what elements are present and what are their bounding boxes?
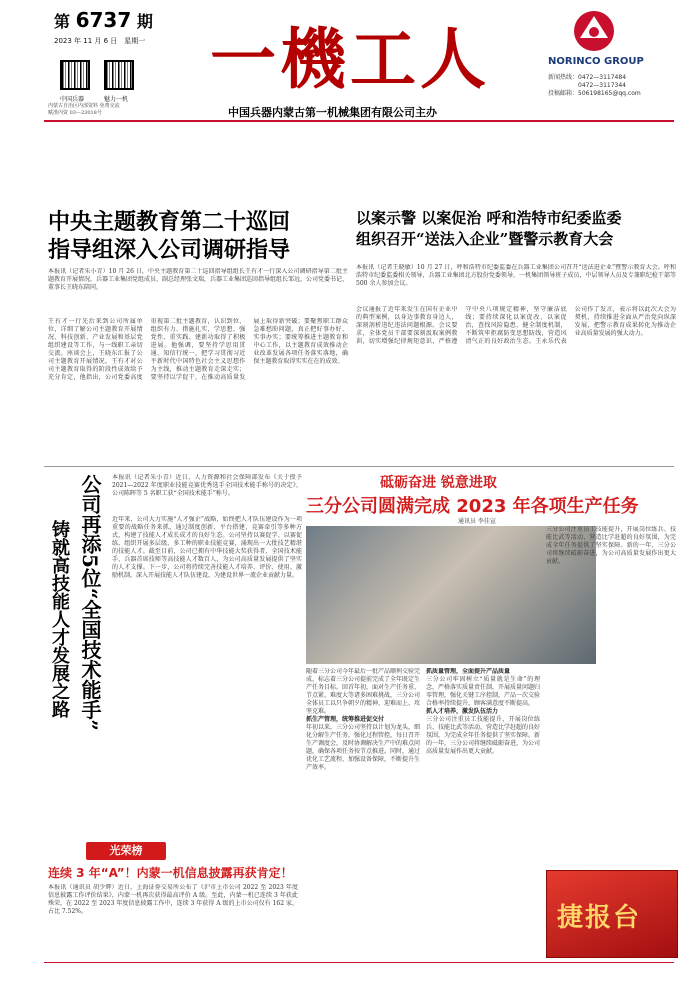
masthead-rule <box>44 120 674 122</box>
qr-code-icon <box>60 60 90 90</box>
hotline-number: 0472—3117344 <box>578 82 626 89</box>
vertical-headline-primary: 公司再添5位“全国技术能手” <box>78 474 102 731</box>
honor-roll-tag <box>86 842 166 860</box>
promo-box <box>546 870 678 958</box>
article-3-body: 近年来，公司大力实施“人才强企”战略，始终把人才队伍建设作为一项重要的战略任务来抓，通过制度创新、平台搭建、竞赛牵引等多种方式，构建了技能人才成长成才的良好生态。公司坚持以赛促学、以赛促练，组织开展多层级、多工种的职业技能竞赛，涌现出一大批技艺精湛的技能人才。截至目前，公司已拥有中华技能大奖获得者、全国技术能手、兵器首席技师等高技能人才数百人，为公司高质量发展提供了坚实的人才支撑。下一步，公司将持续完善技能人才培养、评价、使用、激励机制，深入开展技能人才队伍建设，为建设世界一流企业贡献力量。 <box>112 516 302 579</box>
promo-title: 捷报台 <box>557 903 642 933</box>
hotline-number: 0472—3117484 <box>578 74 627 81</box>
byline: 通讯员 李佳宣 <box>458 518 496 525</box>
headline-article-2 <box>356 208 676 250</box>
newspaper-title: 一機工人 <box>210 20 490 98</box>
article-3-lead: 本报讯（记者朱小青）近日，人力资源和社会保障部发布《关于授予 2021—2022 年度职业技能竞赛优秀选手全国技术能手称号的决定》，公司陈晖等 5 名职工获“全国技术能手”称号。 <box>112 474 302 497</box>
headline-line: 组织召开“送法入企业”暨警示教育大会 <box>356 230 614 248</box>
section-divider <box>44 466 674 467</box>
email-label: 投稿邮箱： <box>548 90 579 97</box>
norinco-wordmark: NORINCO GROUP <box>548 56 644 67</box>
headline-line: 中央主题教育第二十巡回 <box>48 209 291 235</box>
registration-line: 内蒙古自治区内部资料 免费交流 <box>48 103 120 109</box>
email-address: 506198165@qq.com <box>578 90 641 97</box>
article-1-body: 王有才一行先后来到公司所属单位，详细了解公司主题教育开展情况、科技创新、产业发展和基层党组织建设等工作，与一线职工亲切交流。座谈会上，王晓东汇报了公司主题教育开展情况，王有才对公司主题教育取得的阶段性成效给予充分肯定，他指出，公司党委高度重视第二批主题教育，认识到位、组织有力、措施扎实，学思想、强党性、重实践、建新功取得了积极进展。他强调，要坚持学思用贯通、知信行统一，把学习贯彻习近平新时代中国特色社会主义思想作为主线，推动主题教育走深走实；要坚持以学促干，在推动高质量发展上取得新突破；要聚焦职工群众急难愁盼问题，真正把好事办好、实事办实；要统筹推进主题教育和中心工作，以主题教育成效推动企业改革发展各项任务落实落地，确保主题教育取得实实在在的成效。 <box>48 318 348 381</box>
article-4-col1: 随着三分公司今年最后一批产品顺利交验完成，标志着三分公司提前完成了全年既定生产任务目标。回首年初，面对生产任务重、节点紧、难度大等诸多困难挑战，三分公司全体员工以只争朝夕的精神，迎难而上、攻坚克难。 抓生产管理，统筹推进促交付 年初以来，三分公司坚持以计划为龙头，细化分解生产任务，强化过程管控，每日召开生产调度会，及时协调解决生产中的难点问题，确保各项任务按节点推进。同时，通过优化工艺流程、加强设备保障，不断提升生产效率。 <box>306 668 420 771</box>
subheading: 抓人才培养，激发队伍活力 <box>426 708 499 715</box>
subheading: 抓质量管理，全面提升产品质量 <box>426 668 511 675</box>
headline-line: 以案示警 以案促治 呼和浩特市纪委监委 <box>356 209 622 227</box>
norinco-logo-icon <box>568 8 620 54</box>
qr-label: 魅力一机 <box>104 96 129 103</box>
article-2-body: 会议通报了近年来发生在国有企业中的典型案例，以身边事教育身边人，深刻剖析违纪违法问题根源。会议要求，全体党员干部要深刻汲取案例教训，切实增强纪律规矩意识，严格遵守中央八项规定精神，坚守廉洁底线；要持续深化以案促改、以案促治，查找风险隐患，健全制度机制，不断筑牢拒腐防变思想防线，营造风清气正的良好政治生态。王永乐代表公司作了发言，表示将以此次大会为契机，持续推进全面从严治党向纵深发展，把警示教育成果转化为推动企业高质量发展的强大动力。 <box>356 306 676 345</box>
hotline-label: 新闻热线： <box>548 74 579 81</box>
issue-date: 2023 年 11 月 6 日 星期一 <box>54 37 146 45</box>
contact-block <box>548 74 641 98</box>
issue-number: 第 6737 期 <box>54 8 153 32</box>
vertical-headline-secondary: 铸就高技能人才发展之路 <box>49 520 70 718</box>
headline-article-1 <box>48 208 348 264</box>
headline-article-5: 连续 3 年“A”！内蒙一机信息披露再获肯定！ <box>48 866 293 880</box>
footer-rule <box>44 962 674 963</box>
honor-roll-label: 光荣榜 <box>109 844 143 857</box>
article-1-lead: 本报讯（记者朱小青）10 月 26 日，中央主题教育第二十巡回指导组组长王有才一行深入公司调研指导第二批主题教育开展情况，兵器工业集团党组成员、副总经理张文瑞，兵器工业集团巡回指导组组长邹远，公司党委书记、董事长王晓东陪同。 <box>48 268 348 291</box>
banner-headline: 三分公司圆满完成 2023 年各项生产任务 <box>306 496 639 517</box>
qr-code-icon <box>104 60 134 90</box>
subheading: 抓生产管理，统筹推进促交付 <box>306 716 385 723</box>
headline-line: 指导组深入公司调研指导 <box>48 237 291 263</box>
qr-label: 中国兵器 <box>60 96 85 103</box>
banner-slogan: 砥砺奋进 锐意进取 <box>380 475 497 491</box>
article-2-lead: 本报讯（记者王晓敏）10 月 27 日，呼和浩特市纪委监委在兵器工业集团公司召开“送法进企业”暨警示教育大会。呼和浩特市纪委监委相关领导，兵器工业集团北方股份党委领导，一机集团领导班子成员，中层领导人员及专兼职纪检干部等 500 余人参加会议。 <box>356 264 676 287</box>
publisher-line: 中国兵器内蒙古第一机械集团有限公司主办 <box>228 106 437 119</box>
article-4-col3: 三分公司注重员工技能提升，开展岗位练兵、技能比武等活动，营造比学赶超的良好氛围，为完成全年任务提供了坚实保障。新的一年，三分公司将继续砥砺奋进，为公司高质量发展作出更大贡献。 <box>546 526 676 565</box>
article-5-body: 本报讯（通讯员 胡少辉）近日，上海证券交易所公布了《沪市上市公司 2022 至 2023 年度信息披露工作评价结果》，内蒙一机再次获得最高评价 A 级。至此，内蒙一机已连续 3 年获此殊荣，在 2022 至 2023 年度信息披露工作中，连续 3 年获得 A 级的上市公司仅有 162 家，占比 7.52%。 <box>48 884 298 915</box>
registration-line: 赋准内资 03—23018号 <box>48 110 102 116</box>
article-4-col2: 抓质量管理，全面提升产品质量 三分公司牢固树立“质量就是生命”的理念，严格落实质量责任制，开展质量问题归零管理，强化关键工序控制，产品一次交验合格率持续提升，顾客满意度不断提高。 抓人才培养，激发队伍活力 三分公司注重员工技能提升，开展岗位练兵、技能比武等活动，营造比学赶超的良好氛围，为完成全年任务提供了坚实保障。新的一年，三分公司将继续砥砺奋进，为公司高质量发展作出更大贡献。 <box>426 668 540 755</box>
